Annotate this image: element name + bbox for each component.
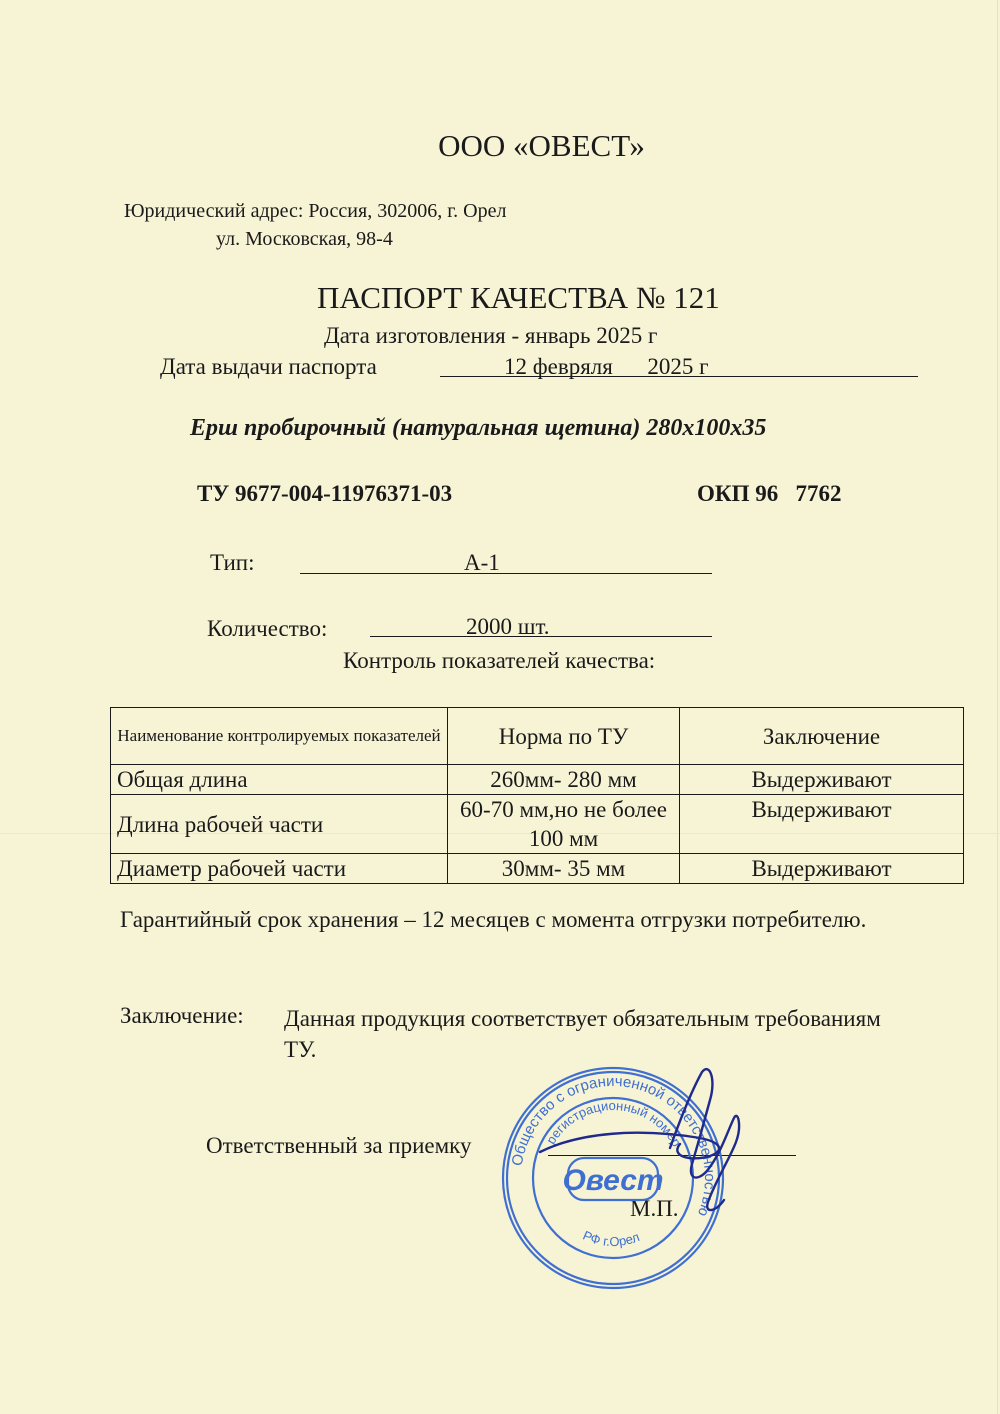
stamp-center-text: Овест bbox=[562, 1164, 664, 1197]
type-underline bbox=[300, 573, 712, 574]
indicator-name: Длина рабочей части bbox=[111, 795, 448, 854]
table-header-norm: Норма по ТУ bbox=[448, 708, 680, 765]
issue-date-label: Дата выдачи паспорта bbox=[160, 354, 377, 379]
stamp-outer-text: Общество с ограниченной ответственностью bbox=[508, 1072, 719, 1219]
indicator-norm: 260мм- 280 мм bbox=[448, 765, 680, 795]
indicator-name: Общая длина bbox=[111, 765, 448, 795]
quality-indicators-table bbox=[110, 707, 964, 884]
legal-address-line-1: Юридический адрес: Россия, 302006, г. Орел bbox=[124, 200, 507, 222]
indicator-result: Выдерживают bbox=[680, 854, 964, 884]
handwritten-signature bbox=[520, 1060, 760, 1230]
svg-text:РФ г.Орел bbox=[581, 1228, 642, 1250]
table-row bbox=[111, 854, 964, 884]
quality-control-heading: Контроль показателей качества: bbox=[343, 648, 656, 673]
issue-date-value: 12 февряля 2025 г bbox=[504, 354, 709, 379]
conclusion-label: Заключение: bbox=[120, 1003, 244, 1028]
okp-code: ОКП 96 7762 bbox=[697, 481, 842, 506]
table-row bbox=[111, 765, 964, 795]
responsible-label: Ответственный за приемку bbox=[206, 1133, 472, 1158]
conclusion-text: Данная продукция соответствует обязательным требованиям ТУ. bbox=[284, 1006, 881, 1062]
product-name: Ерш пробирочный (натуральная щетина) 280х100х35 bbox=[190, 415, 767, 441]
type-label: Тип: bbox=[210, 550, 255, 575]
table-header-result: Заключение bbox=[680, 708, 964, 765]
quantity-label: Количество: bbox=[207, 616, 328, 641]
warranty-text: Гарантийный срок хранения – 12 месяцев с момента отгрузки потребителю. bbox=[120, 907, 867, 932]
indicator-result: Выдерживают bbox=[680, 795, 964, 854]
manufacture-date: Дата изготовления - январь 2025 г bbox=[324, 323, 658, 348]
tu-code: ТУ 9677-004-11976371-03 bbox=[197, 481, 453, 506]
document-title: ПАСПОРТ КАЧЕСТВА № 121 bbox=[317, 280, 720, 315]
table-header-row bbox=[111, 708, 964, 765]
table-header-indicator: Наименование контролируемых показателей bbox=[111, 708, 448, 765]
table-row bbox=[111, 795, 964, 854]
legal-address-line-2: ул. Московская, 98-4 bbox=[216, 228, 393, 250]
type-value: А-1 bbox=[464, 550, 500, 575]
stamp-bottom-text: РФ г.Орел bbox=[580, 1227, 642, 1250]
seal-place-label: М.П. bbox=[630, 1196, 679, 1221]
indicator-result: Выдерживают bbox=[680, 765, 964, 795]
indicator-norm: 60-70 мм,но не более 100 мм bbox=[448, 795, 680, 854]
company-name: ООО «ОВЕСТ» bbox=[438, 128, 645, 163]
quantity-value: 2000 шт. bbox=[466, 614, 550, 639]
indicator-name: Диаметр рабочей части bbox=[111, 854, 448, 884]
indicator-norm: 30мм- 35 мм bbox=[448, 854, 680, 884]
fold-line-vertical bbox=[997, 0, 998, 1414]
stamp-inner-text: регистрационный номер bbox=[543, 1097, 685, 1150]
